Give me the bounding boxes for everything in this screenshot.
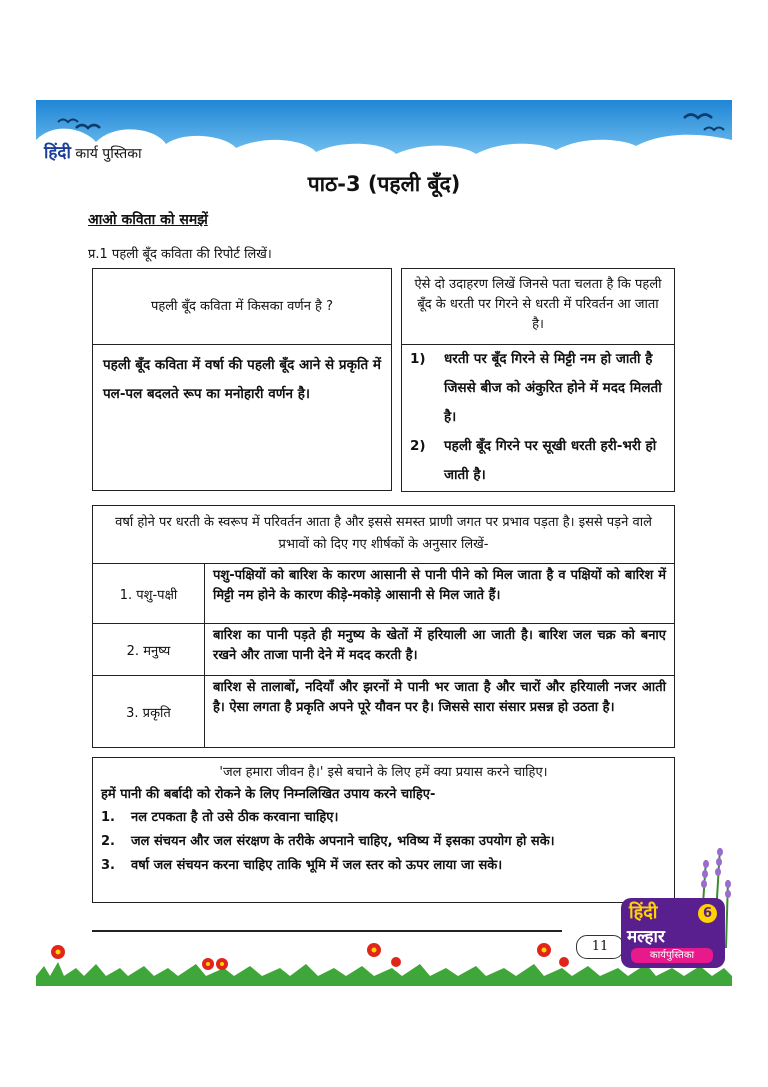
brand-title: [44, 140, 142, 163]
list-number: 2.: [101, 834, 115, 849]
row-text: पशु-पक्षियों को बारिश के कारण आसानी से पानी पीने को मिल जाता है व पक्षियों को बारिश में मिट्टी नम होने के कारण कीड़े-मकोड़े आसानी से मिल जाते हैं।: [213, 568, 666, 603]
page-title: पाठ-3 (पहली बूँद): [307, 172, 461, 196]
list-number: 1): [410, 351, 426, 367]
water-lead: हमें पानी की बर्बादी को रोकने के लिए निम्नलिखित उपाय करने चाहिए-: [101, 787, 436, 802]
row-text: बारिश का पानी पड़ते ही मनुष्य के खेतों में हरियाली आ जाती है। बारिश जल चक्र को बनाए रखने और ताजा पानी देने में मदद करती है।: [213, 628, 666, 663]
list-item: [402, 432, 674, 490]
list-number: 1.: [101, 810, 115, 825]
examples-box: [401, 268, 675, 492]
effects-table: [92, 505, 675, 748]
list-number: 2): [410, 438, 426, 454]
brand-subtitle: कार्य पुस्तिका: [75, 146, 142, 162]
row-label: 2. मनुष्य: [93, 624, 205, 675]
footer-line: [92, 930, 562, 932]
list-text: वर्षा जल संचयन करना चाहिए ताकि भूमि में जल स्तर को ऊपर लाया जा सके।: [131, 858, 503, 873]
row-text: बारिश से तालाबों, नदियाँ और झरनों मे पानी भर जाता है और चारों और हरियाली नजर आती है। ऐसा लगता है प्रकृति अपने पूरे यौवन पर है। जिससे सारा संसार प्रसन्न हो उठता है।: [213, 680, 666, 715]
table-heading: वर्षा होने पर धरती के स्वरूप में परिवर्तन आता है और इससे समस्त प्राणी जगत पर प्रभाव पड़ता है। इससे पड़ने वाले प्रभावों को दिए गए शीर्षकों के अनुसार लिखें-: [93, 506, 674, 564]
list-text: पहली बूँद गिरने पर सूखी धरती हरी-भरी हो जाती है।: [444, 438, 657, 483]
logo-hindi: हिंदी: [629, 902, 658, 923]
brand-hindi: हिंदी: [44, 143, 71, 163]
question-1: प्र.1 पहली बूँद कविता की रिपोर्ट लिखें।: [88, 247, 272, 262]
row-label: 1. पशु-पक्षी: [93, 564, 205, 623]
logo-workbook: कार्यपुस्तिका: [631, 948, 713, 963]
water-saving-box: [92, 757, 675, 903]
list-text: धरती पर बूँद गिरने से मिट्टी नम हो जाती है जिससे बीज को अंकुरित होने में मदद मिलती है।: [444, 351, 662, 425]
logo-class-badge: 6: [698, 904, 717, 923]
poem-description-box: [92, 268, 392, 491]
page-number: 11: [576, 935, 624, 959]
list-item: [101, 830, 666, 854]
list-text: जल संचयन और जल संरक्षण के तरीके अपनाने चाहिए, भविष्य में इसका उपयोग हो सके।: [131, 834, 555, 849]
table-row: [93, 676, 674, 747]
table-row: [93, 624, 674, 676]
section-heading: आओ कविता को समझें: [88, 212, 208, 228]
list-item: [402, 345, 674, 432]
list-item: [101, 806, 666, 830]
book-logo: [621, 898, 725, 968]
box-left-answer: पहली बूँद कविता में वर्षा की पहली बूँद आने से प्रकृति में पल-पल बदलते रूप का मनोहारी वर्णन है।: [103, 357, 381, 402]
list-item: [101, 854, 666, 878]
table-row: [93, 564, 674, 624]
row-label: 3. प्रकृति: [93, 676, 205, 747]
water-question: 'जल हमारा जीवन है।' इसे बचाने के लिए हमें क्या प्रयास करने चाहिए।: [219, 765, 548, 780]
logo-malhar: मल्हार: [627, 927, 665, 947]
box-left-question: पहली बूँद कविता में किसका वर्णन है ?: [93, 269, 391, 345]
list-number: 3.: [101, 858, 115, 873]
list-text: नल टपकता है तो उसे ठीक करवाना चाहिए।: [131, 810, 339, 825]
box-right-question: ऐसे दो उदाहरण लिखें जिनसे पता चलता है कि पहली बूँद के धरती पर गिरने से धरती में परिवर्तन आ जाता है।: [402, 269, 674, 345]
